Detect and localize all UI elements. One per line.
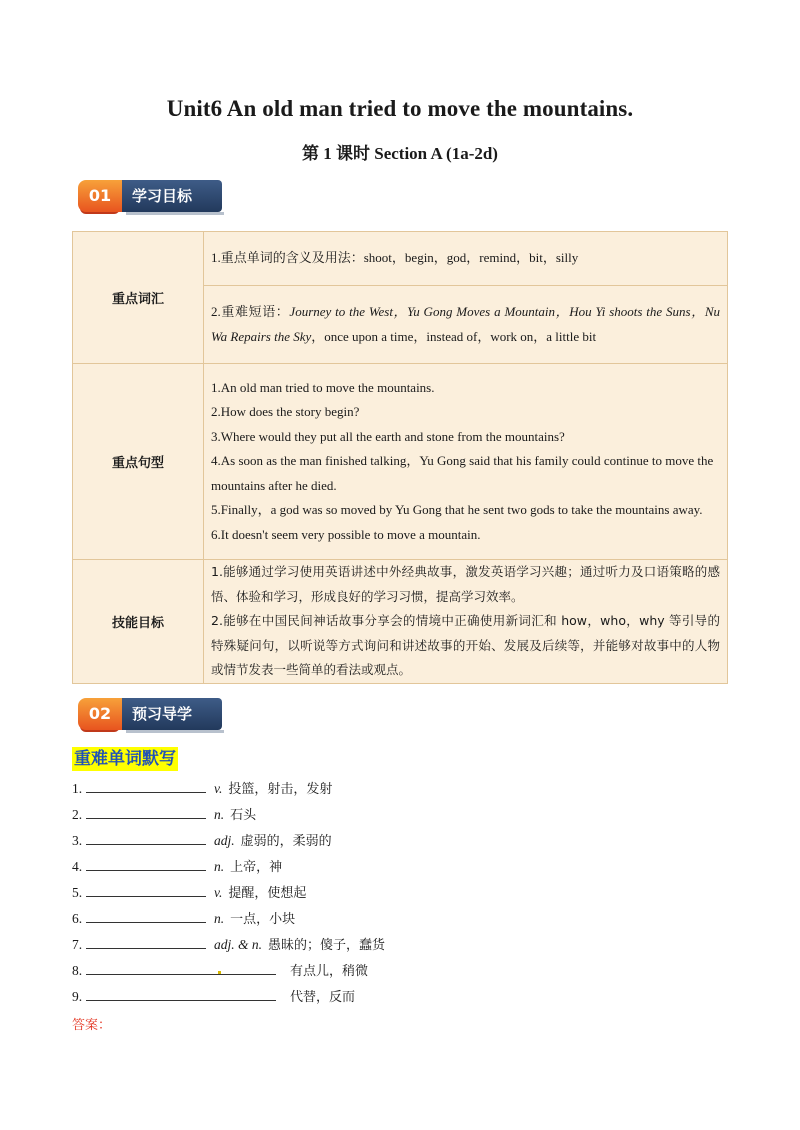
vocab-dictation-list (72, 778, 722, 1012)
answer-blank[interactable] (86, 908, 206, 923)
skill-list (204, 560, 728, 684)
sentence-item: 3.Where would they put all the earth and stone from the mountains? (211, 428, 565, 444)
section-label: 学习目标 (118, 180, 222, 212)
answer-blank[interactable] (86, 856, 206, 871)
answer-blank[interactable] (86, 804, 206, 819)
vocab-item: 2. n. 石头 (72, 804, 722, 830)
answer-blank[interactable] (86, 882, 206, 897)
vocab-item: 1. v. 投篮，射击，发射 (72, 778, 722, 804)
vocab-item: 3. adj. 虚弱的，柔弱的 (72, 830, 722, 856)
answer-blank[interactable] (86, 986, 276, 1001)
section-badge-learning-goals (78, 178, 224, 216)
answer-blank[interactable] (86, 778, 206, 793)
section-label: 预习导学 (118, 698, 222, 730)
sentence-item: 1.An old man tried to move the mountains. (211, 379, 435, 395)
answer-blank[interactable] (86, 830, 206, 845)
sentence-item: 4.As soon as the man finished talking，Yu Gong said that his family could continue to move the mountains after he died. (211, 453, 714, 493)
vocab-item: 7. adj. & n. 愚昧的；傻子，蠢货 (72, 934, 722, 960)
page-title: Unit6 An old man tried to move the mountains. (166, 96, 634, 121)
section-badge-preview (78, 696, 224, 734)
section-number: 02 (78, 698, 122, 730)
decorative-dot (218, 971, 221, 974)
skill-item: 1.能够通过学习使用英语讲述中外经典故事，激发英语学习兴趣；通过听力及口语策略的感悟、体验和学习，形成良好的学习习惯，提高学习效率。 (211, 564, 720, 604)
skill-item: 2.能够在中国民间神话故事分享会的情境中正确使用新词汇和 how，who，why 等引导的特殊疑问句，以听说等方式询问和讲述故事的开始、发展及后续等，并能够对故事中的人物或情节发表一些简单的看法或观点。 (211, 613, 720, 678)
vocab-item: 9. 代替，反而 (72, 986, 722, 1012)
sentence-item: 6.It doesn't seem very possible to move a mountain. (211, 526, 481, 542)
sentence-list (204, 364, 728, 560)
answer-blank[interactable] (86, 960, 276, 975)
row-head-vocab: 重点词汇 (73, 232, 204, 364)
sentence-item: 2.How does the story begin? (211, 404, 360, 420)
row-head-skills: 技能目标 (73, 560, 204, 684)
answer-label: 答案： (72, 1018, 112, 1033)
section-number: 01 (78, 180, 122, 212)
vocab-words: 1.重点单词的含义及用法：shoot，begin，god，remind，bit，silly (204, 232, 728, 286)
vocab-item: 4. n. 上帝，神 (72, 856, 722, 882)
answer-blank[interactable] (86, 934, 206, 949)
row-head-sentences: 重点句型 (73, 364, 204, 560)
objectives-table (72, 231, 728, 684)
vocab-item: 8. 有点儿，稍微 (72, 960, 722, 986)
sentence-item: 5.Finally，a god was so moved by Yu Gong that he sent two gods to take the mountains away. (211, 502, 703, 518)
vocab-item: 6. n. 一点，小块 (72, 908, 722, 934)
page-subtitle: 第 1 课时 Section A (1a-2d) (302, 144, 498, 163)
vocab-section-heading: 重难单词默写 (74, 749, 176, 769)
vocab-phrases: 2.重难短语：Journey to the West，Yu Gong Moves a Mountain，Hou Yi shoots the Suns，Nu Wa Repairs the Sky，once upon a time，instead of，work on，a little bit (204, 286, 728, 364)
vocab-item: 5. v. 提醒，使想起 (72, 882, 722, 908)
